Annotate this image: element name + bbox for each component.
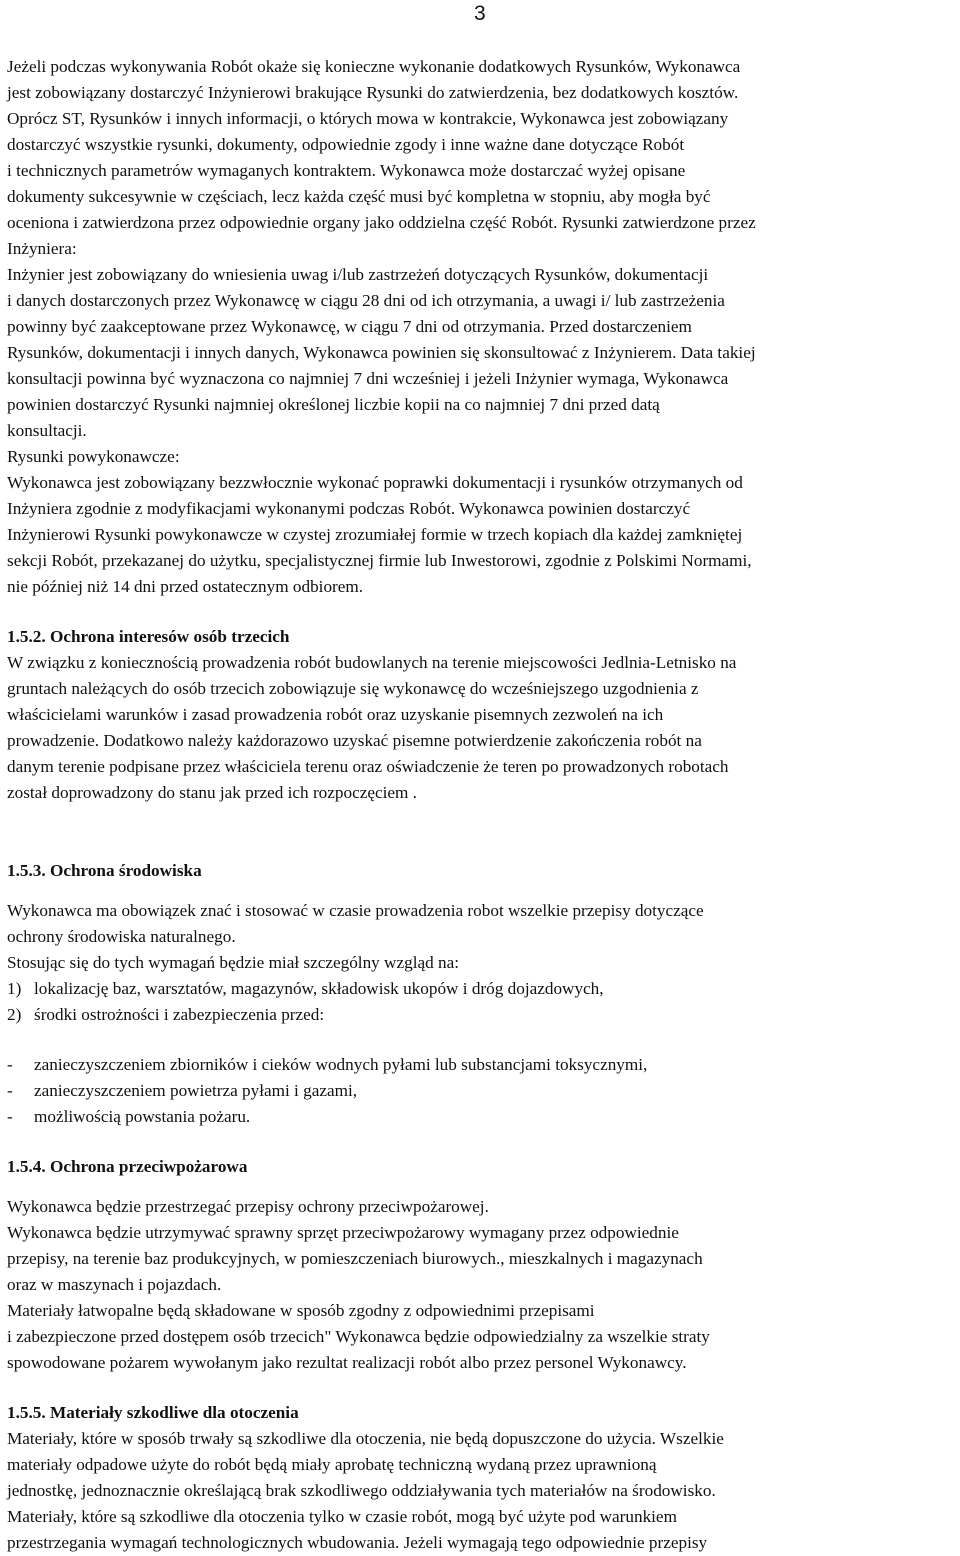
text-line: spowodowane pożarem wywołanym jako rezultat realizacji robót albo przez personel Wykonawcy. <box>7 1353 687 1372</box>
text-line: Wykonawca ma obowiązek znać i stosować w czasie prowadzenia robot wszelkie przepisy dotyczące <box>7 901 704 920</box>
text-line: Jeżeli podczas wykonywania Robót okaże się konieczne wykonanie dodatkowych Rysunków, Wykonawca <box>7 57 741 76</box>
dash-mark: - <box>7 1081 13 1100</box>
item-text: zanieczyszczeniem zbiorników i cieków wodnych pyłami lub substancjami toksycznymi, <box>34 1055 648 1074</box>
text-line: Wykonawca będzie utrzymywać sprawny sprzęt przeciwpożarowy wymagany przez odpowiednie <box>7 1223 679 1242</box>
text-line: dokumenty sukcesywnie w częściach, lecz każda część musi być kompletna w stopniu, aby mogła być <box>7 187 711 206</box>
text-line: powinien dostarczyć Rysunki najmniej określonej liczbie kopii na co najmniej 7 dni przed datą <box>7 395 660 414</box>
text-line: sekcji Robót, przekazanej do użytku, specjalistycznej firmie lub Inwestorowi, zgodnie z Polskimi Normami, <box>7 551 752 570</box>
text-line: danym terenie podpisane przez właściciela terenu oraz oświadczenie że teren po prowadzonych robotach <box>7 757 729 776</box>
dash-mark: - <box>7 1055 13 1074</box>
item-number: 2) <box>7 1005 22 1024</box>
text-line: i zabezpieczone przed dostępem osób trzecich" Wykonawca będzie odpowiedzialny za wszelkie straty <box>7 1327 710 1346</box>
text-line: Rysunki powykonawcze: <box>7 447 180 466</box>
section-heading: 1.5.5. Materiały szkodliwe dla otoczenia <box>7 1403 299 1422</box>
rysunki-paragraph <box>7 54 953 600</box>
numbered-item <box>7 976 953 1002</box>
text-line: Stosując się do tych wymagań będzie miał szczególny wzgląd na: <box>7 953 459 972</box>
text-line: Rysunków, dokumentacji i innych danych, Wykonawca powinien się skonsultować z Inżynierem. Data takiej <box>7 343 756 362</box>
text-line: Materiały, które są szkodliwe dla otoczenia tylko w czasie robót, mogą być użyte pod warunkiem <box>7 1507 677 1526</box>
text-line: powinny być zaakceptowane przez Wykonawcę, w ciągu 7 dni od otrzymania. Przed dostarczeniem <box>7 317 692 336</box>
text-line: materiały odpadowe użyte do robót będą miały aprobatę techniczną wydaną przez uprawnioną <box>7 1455 657 1474</box>
section-heading: 1.5.2. Ochrona interesów osób trzecich <box>7 627 290 646</box>
text-line: przestrzegania wymagań technologicznych wbudowania. Jeżeli wymagają tego odpowiednie przepisy <box>7 1533 708 1552</box>
section-1-5-2 <box>7 624 953 806</box>
text-line: został doprowadzony do stanu jak przed ich rozpoczęciem . <box>7 783 417 802</box>
text-line: Wykonawca jest zobowiązany bezzwłocznie wykonać poprawki dokumentacji i rysunków otrzymanych od <box>7 473 743 492</box>
text-line: konsultacji. <box>7 421 87 440</box>
text-line: Inżyniera zgodnie z modyfikacjami wykonanymi podczas Robót. Wykonawca powinien dostarczyć <box>7 499 691 518</box>
text-line: Inżynier jest zobowiązany do wniesienia uwag i/lub zastrzeżeń dotyczących Rysunków, dokumentacji <box>7 265 709 284</box>
text-line: Materiały, które w sposób trwały są szkodliwe dla otoczenia, nie będą dopuszczone do użycia. Wszelkie <box>7 1429 724 1448</box>
text-line: i danych dostarczonych przez Wykonawcę w ciągu 28 dni od ich otrzymania, a uwagi i/ lub zastrzeżenia <box>7 291 725 310</box>
text-line: Oprócz ST, Rysunków i innych informacji, o których mowa w kontrakcie, Wykonawca jest zobowiązany <box>7 109 729 128</box>
text-line: oraz w maszynach i pojazdach. <box>7 1275 222 1294</box>
dash-item <box>7 1104 953 1130</box>
section-1-5-5 <box>7 1400 953 1556</box>
dash-item <box>7 1078 953 1104</box>
text-line: Materiały łatwopalne będą składowane w sposób zgodny z odpowiednimi przepisami <box>7 1301 595 1320</box>
text-line: nie później niż 14 dni przed ostatecznym odbiorem. <box>7 577 364 596</box>
item-text: zanieczyszczeniem powietrza pyłami i gazami, <box>34 1081 358 1100</box>
text-line: jednostkę, jednoznacznie określającą brak szkodliwego oddziaływania tych materiałów na środowisko. <box>7 1481 716 1500</box>
text-line: dostarczyć wszystkie rysunki, dokumenty, odpowiednie zgody i inne ważne dane dotyczące Robót <box>7 135 685 154</box>
text-line: prowadzenie. Dodatkowo należy każdorazowo uzyskać pisemne potwierdzenie zakończenia robót na <box>7 731 702 750</box>
text-line: ochrony środowiska naturalnego. <box>7 927 236 946</box>
text-line: Wykonawca będzie przestrzegać przepisy ochrony przeciwpożarowej. <box>7 1197 489 1216</box>
text-line: Inżynierowi Rysunki powykonawcze w czystej zrozumiałej formie w trzech kopiach dla każdej zamkniętej <box>7 525 743 544</box>
text-line: Inżyniera: <box>7 239 77 258</box>
section-heading: 1.5.3. Ochrona środowiska <box>7 861 202 880</box>
numbered-item <box>7 1002 953 1028</box>
section-1-5-4 <box>7 1154 953 1376</box>
item-text: lokalizację baz, warsztatów, magazynów, składowisk ukopów i dróg dojazdowych, <box>34 979 604 998</box>
text-line: gruntach należących do osób trzecich zobowiązuje się wykonawcę do wcześniejszego uzgodnienia z <box>7 679 699 698</box>
section-1-5-3 <box>7 858 953 1130</box>
text-line: W związku z koniecznością prowadzenia robót budowlanych na terenie miejscowości Jedlnia-Letnisko na <box>7 653 737 672</box>
text-line: przepisy, na terenie baz produkcyjnych, w pomieszczeniach biurowych., mieszkalnych i magazynach <box>7 1249 703 1268</box>
text-line: konsultacji powinna być wyznaczona co najmniej 7 dni wcześniej i jeżeli Inżynier wymaga, Wykonawca <box>7 369 729 388</box>
document-body <box>7 54 953 1556</box>
item-text: środki ostrożności i zabezpieczenia przed: <box>34 1005 325 1024</box>
text-line: właścicielami warunków i zasad prowadzenia robót oraz uzyskanie pisemnych zezwoleń na ich <box>7 705 664 724</box>
item-text: możliwością powstania pożaru. <box>34 1107 251 1126</box>
dash-item <box>7 1052 953 1078</box>
page-number: 3 <box>474 2 486 25</box>
text-line: i technicznych parametrów wymaganych kontraktem. Wykonawca może dostarczać wyżej opisane <box>7 161 686 180</box>
dash-mark: - <box>7 1107 13 1126</box>
section-heading: 1.5.4. Ochrona przeciwpożarowa <box>7 1157 248 1176</box>
item-number: 1) <box>7 979 22 998</box>
text-line: jest zobowiązany dostarczyć Inżynierowi brakujące Rysunki do zatwierdzenia, bez dodatkowych kosztów. <box>7 83 739 102</box>
text-line: oceniona i zatwierdzona przez odpowiednie organy jako oddzielna część Robót. Rysunki zatwierdzone przez <box>7 213 756 232</box>
